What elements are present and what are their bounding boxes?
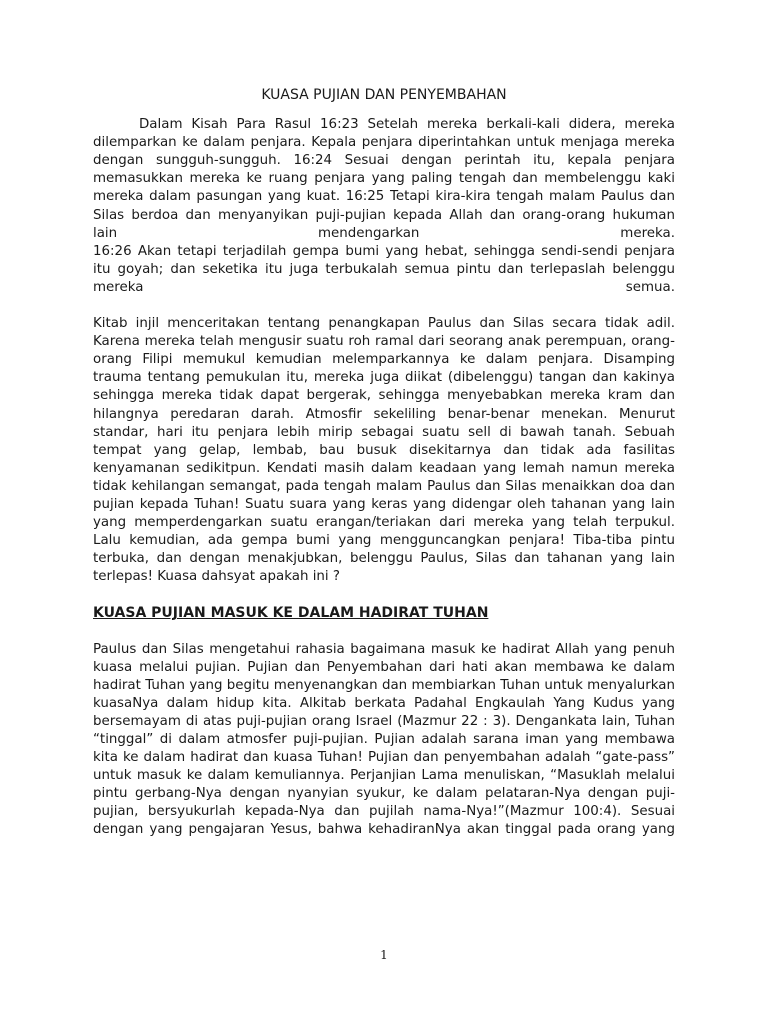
document-page [93, 86, 675, 840]
paragraph: Lalu kemudian, ada gempa bumi yang mengguncangkan penjara! Tiba-tiba pintu terbuka, dan dengan menakjubkan, belenggu Paulus, Silas dan tahanan yang lain terlepas! Kuasa dahsyat apakah ini ? [93, 533, 675, 585]
paragraph: Dalam Kisah Para Rasul 16:23 Setelah mereka berkali-kali didera, mereka dilemparkan ke dalam penjara. Kepala penjara diperintahkan untuk menjaga mereka dengan sungguh-sungguh. 16:24 Sesuai dengan perintah itu, kepala penjara memasukkan mereka ke ruang penjara yang paling tengah dan membelenggu kaki mereka dalam pasungan yang kuat. 16:25 Tetapi kira-kira tengah malam Paulus dan Silas berdoa dan menyanyikan puji-pujian kepada Allah dan orang-orang hukuman lain mendengarkan mereka. [93, 117, 675, 241]
section-heading: KUASA PUJIAN MASUK KE DALAM HADIRAT TUHAN [93, 605, 489, 622]
paragraph-spacer [93, 297, 675, 315]
paragraph: 16:26 Akan tetapi terjadilah gempa bumi yang hebat, sehingga sendi-sendi penjara itu goyah; dan seketika itu juga terbukalah semua pintu dan terlepaslah belenggu mereka semua. [93, 243, 675, 295]
paragraph-spacer [93, 586, 675, 604]
page-number: 1 [380, 948, 388, 962]
document-title: KUASA PUJIAN DAN PENYEMBAHAN [261, 87, 507, 103]
paragraph: Kitab injil menceritakan tentang penangkapan Paulus dan Silas secara tidak adil. Karena mereka telah mengusir suatu roh ramal dari seorang anak perempuan, orang-orang Filipi memukul kemudian melemparkannya ke dalam penjara. Disamping trauma tentang pemukulan itu, mereka juga diikat (dibelenggu) tangan dan kakinya sehingga mereka tidak dapat bergerak, sehingga menyebabkan mereka kram dan hilangnya peredaran darah. Atmosfir sekeliling benar-benar menekan. Menurut standar, hari itu penjara lebih mirip sebagai suatu sell di bawah tanah. Sebuah tempat yang gelap, lembab, bau busuk disekitarnya dan tidak ada fasilitas kenyamanan sedikitpun. Kendati masih dalam keadaan yang lemah namun mereka tidak kehilangan semangat, pada tengah malam Paulus dan Silas menaikkan doa dan pujian kepada Tuhan! Suatu suara yang keras yang didengar oleh tahanan yang lain yang memperdengarkan suatu erangan/teriakan dari mereka yang telah terpukul. [93, 316, 675, 531]
paragraph: Paulus dan Silas mengetahui rahasia bagaimana masuk ke hadirat Allah yang penuh kuasa melalui pujian. Pujian dan Penyembahan dari hati akan membawa ke dalam hadirat Tuhan yang begitu menyenangkan dan membiarkan Tuhan untuk menyalurkan kuasaNya dalam hidup kita. Alkitab berkata Padahal Engkaulah Yang Kudus yang bersemayam di atas puji-pujian orang Israel (Mazmur 22 : 3). Dengankata lain, Tuhan “tinggal” di dalam atmosfer puji-pujian. Pujian adalah sarana iman yang membawa kita ke dalam hadirat dan kuasa Tuhan! Pujian dan penyembahan adalah “gate-pass” untuk masuk ke dalam kemuliannya. Perjanjian Lama menuliskan, “Masuklah melalui pintu gerbang-Nya dengan nyanyian syukur, ke dalam pelataran-Nya dengan puji-pujian, bersyukurlah kepada-Nya dan pujilah nama-Nya!”(Mazmur 100:4). Sesuai dengan yang pengajaran Yesus, bahwa kehadiranNya akan tinggal pada orang yang [93, 641, 675, 838]
